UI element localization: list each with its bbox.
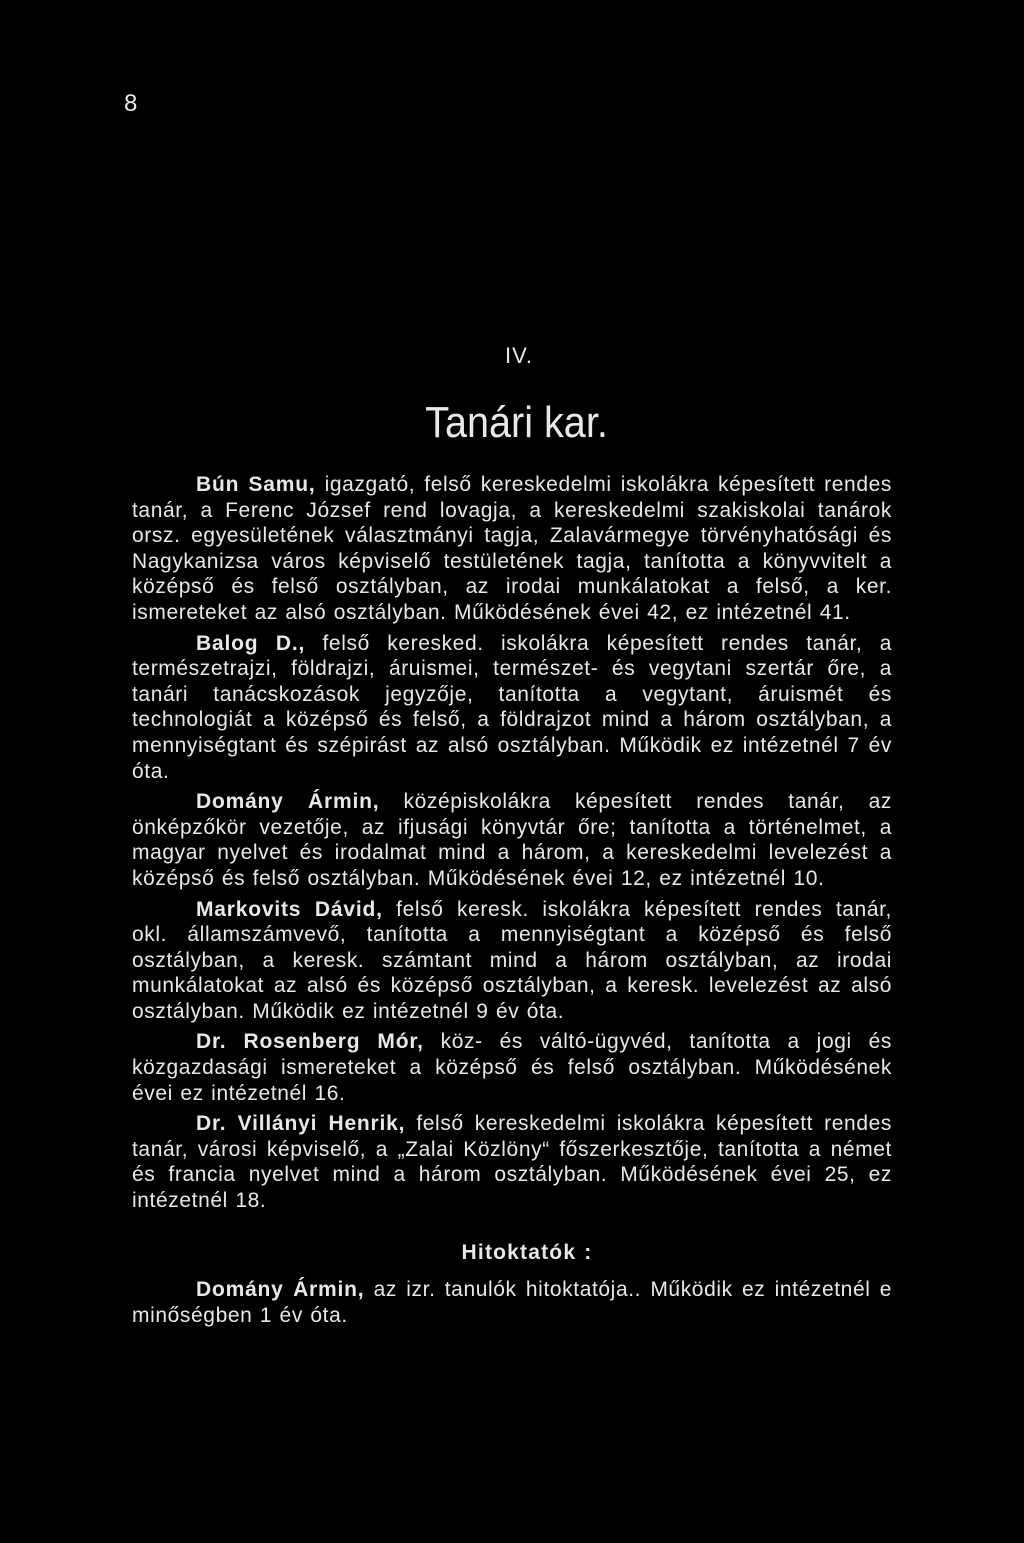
staff-name: Dr. Rosenberg Mór, [196, 1030, 424, 1054]
staff-list [132, 472, 892, 1333]
page-number: 8 [124, 90, 139, 117]
staff-name: Balog D., [196, 631, 306, 655]
section-number: IV. [505, 343, 533, 368]
staff-entry [132, 1111, 892, 1213]
staff-name: Domány Ármin, [196, 1278, 365, 1302]
staff-entry [132, 631, 892, 785]
staff-name: Domány Ármin, [196, 790, 380, 814]
staff-name: Markovits Dávid, [196, 897, 383, 921]
staff-name: Dr. Villányi Henrik, [196, 1112, 406, 1136]
staff-entry [132, 472, 892, 626]
staff-description: az izr. tanulók hitoktatója.. Működik ez intézetnél e minőségben 1 év óta. [132, 1278, 893, 1327]
staff-description: felső kereskedelmi iskolákra képesített rendes tanár, városi képviselő, a „Zalai Közlöny“ főszerkesztője, tanította a német és francia nyelvet mind a három osztályban. Működésének évei 25, ez intézetnél 18. [132, 1112, 892, 1213]
staff-description: középiskolákra képesített rendes tanár, az önképzőkör vezetője, az ifjusági könyvtár őre; tanította a történelmet, a magyar nyelvet és irodalmat mind a három, a kereskedelmi levelezést a középső és felső osztályban. Működésének évei 12, ez intézetnél 10. [132, 790, 893, 890]
staff-description: igazgató, felső kereskedelmi iskolákra képesített rendes tanár, a Ferenc József rend lovagja, a kereskedelmi szakiskolai tanárok orsz. egyesületének választmányi tagja, Zalavármegye törvényhatósági és Nagykanizsa város képviselő testületének tagja, tanította a könyvvitelt a középső és felső osztályban, az irodai munkálatokat a felső, a ker. ismereteket az alsó osztályban. Működésének évei 42, ez intézetnél 41. [132, 473, 892, 624]
staff-description: köz- és váltó-ügyvéd, tanította a jogi és közgazdasági ismereteket a középső és felső osztályban. Működésének évei ez intézetnél 16. [132, 1030, 893, 1105]
staff-entry [132, 1029, 892, 1106]
staff-entry [132, 789, 892, 891]
staff-entry [132, 897, 892, 1025]
section-title: Tanári kar. [425, 398, 608, 447]
staff-description: felső keresked. iskolákra képesített rendes tanár, a természetrajzi, földrajzi, áruismei, természet- és vegytani szertár őre, a tanári tanácskozások jegyzője, tanította a vegytant, áruismét és technologiát a középső és felső, a földrajzot mind a három osztályban, a mennyiségtant és szépirást az alsó osztályban. Működik ez intézetnél 7 év óta. [132, 631, 892, 783]
staff-description: felső keresk. iskolákra képesített rendes tanár, okl. államszámvevő, tanította a mennyiségtant a középső és felső osztályban, a keresk. számtant mind a három osztályban, az irodai munkálatokat az alsó és középső osztályban, a keresk. levelezést az alsó osztályban. Működik ez intézetnél 9 év óta. [132, 897, 892, 1023]
staff-name: Bún Samu, [196, 473, 316, 496]
religion-teachers-heading: Hitoktatók : [461, 1240, 593, 1264]
religion-teacher-entry [132, 1277, 892, 1328]
